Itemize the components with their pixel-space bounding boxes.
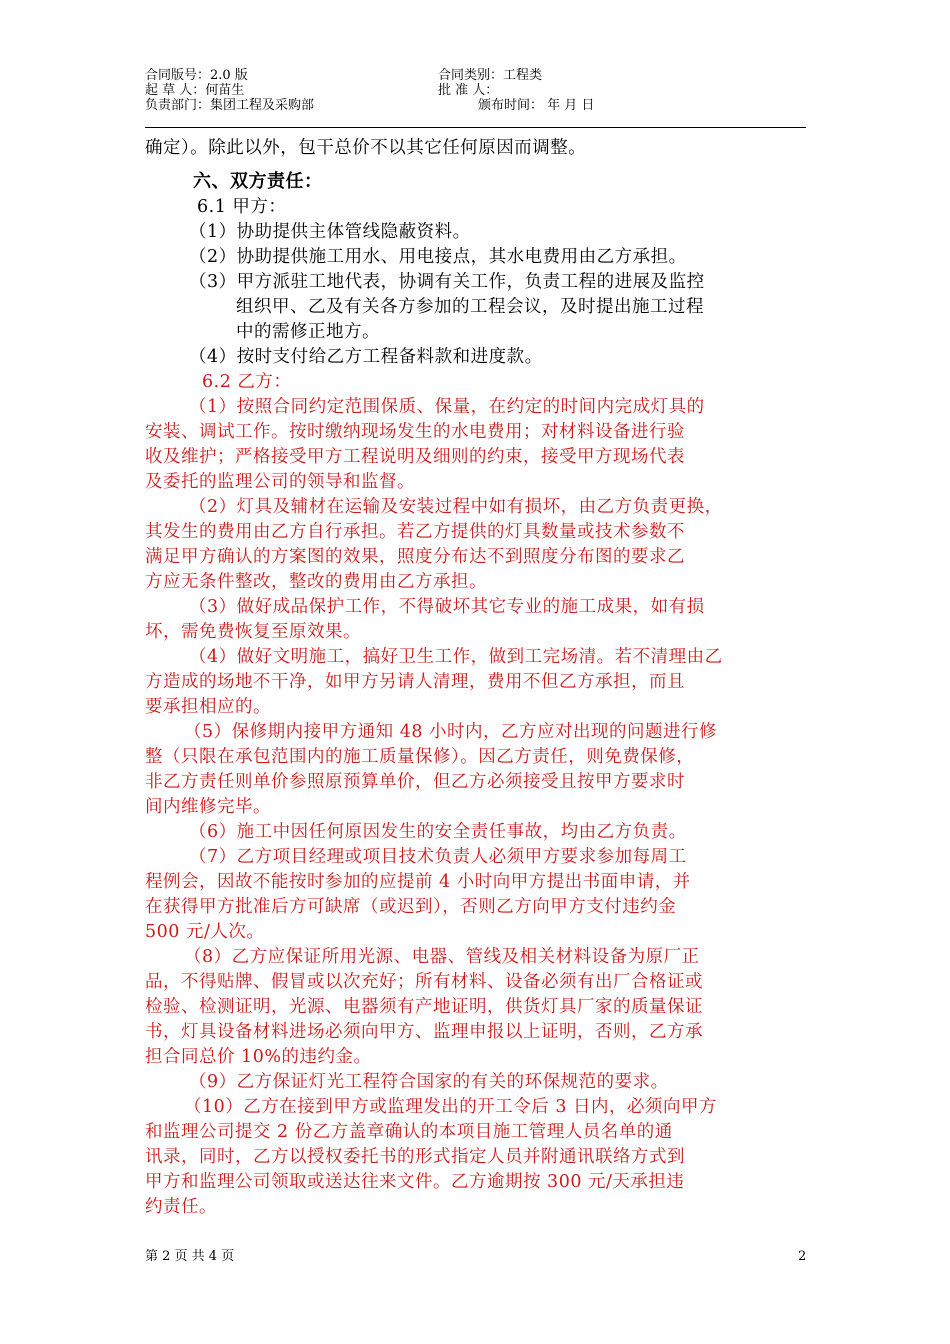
- body-line: 要承担相应的。: [145, 697, 271, 717]
- body-line: 品，不得贴牌、假冒或以次充好；所有材料、设备必须有出厂合格证或: [145, 972, 703, 992]
- body-line: （3）做好成品保护工作，不得破坏其它专业的施工成果，如有损: [189, 597, 705, 617]
- body-line: 和监理公司提交 2 份乙方盖章确认的本项目施工管理人员名单的通: [145, 1122, 673, 1142]
- body-line: （4）做好文明施工，搞好卫生工作，做到工完场清。若不清理由乙: [189, 647, 723, 667]
- section-heading: 六、双方责任：: [193, 171, 323, 192]
- body-line: 中的需修正地方。: [236, 322, 380, 342]
- body-line: 确定）。除此以外，包干总价不以其它任何原因而调整。: [145, 138, 587, 158]
- body-line: （7）乙方项目经理或项目技术负责人必须甲方要求参加每周工: [189, 847, 687, 867]
- body-line: 方造成的场地不干净，如甲方另请人清理，费用不但乙方承担，而且: [145, 672, 685, 692]
- body-line: 组织甲、乙及有关各方参加的工程会议，及时提出施工过程: [236, 297, 704, 317]
- body-line: 担合同总价 10%的违约金。: [145, 1047, 372, 1067]
- body-line: 及委托的监理公司的领导和监督。: [145, 472, 415, 492]
- body-line: 整（只限在承包范围内的施工质量保修）。因乙方责任，则免费保修，: [145, 747, 695, 767]
- body-line: 安装、调试工作。按时缴纳现场发生的水电费用；对材料设备进行验: [145, 422, 685, 442]
- page-number: 2: [798, 1249, 807, 1264]
- body-line: （1）按照合同约定范围保质、保量，在约定的时间内完成灯具的: [189, 397, 705, 417]
- body-line: （4）按时支付给乙方工程备料款和进度款。: [189, 347, 543, 367]
- body-line: （1）协助提供主体管线隐蔽资料。: [189, 222, 471, 242]
- contract-category: 合同类别：工程类: [438, 68, 543, 83]
- body-line: 检验、检测证明，光源、电器须有产地证明，供货灯具厂家的质量保证: [145, 997, 703, 1017]
- department: 负责部门：集团工程及采购部: [145, 98, 315, 113]
- subsection-title: 6.1 甲方：: [197, 197, 287, 217]
- body-line: 在获得甲方批准后方可缺席（或迟到），否则乙方向甲方支付违约金: [145, 897, 677, 917]
- body-line: 书，灯具设备材料进场必须向甲方、监理申报以上证明，否则，乙方承: [145, 1022, 703, 1042]
- page-info: 第 2 页 共 4 页: [145, 1249, 235, 1264]
- contract-version: 合同版号：2.0 版: [145, 68, 248, 83]
- body-line: （2）协助提供施工用水、用电接点，其水电费用由乙方承担。: [189, 247, 687, 267]
- body-line: 其发生的费用由乙方自行承担。若乙方提供的灯具数量或技术参数不: [145, 522, 685, 542]
- body-line: （10）乙方在接到甲方或监理发出的开工令后 3 日内，必须向甲方: [184, 1097, 718, 1117]
- body-line: 非乙方责任则单价参照原预算单价，但乙方必须接受且按甲方要求时: [145, 772, 685, 792]
- body-line: 间内维修完毕。: [145, 797, 271, 817]
- body-line: 程例会，因故不能按时参加的应提前 4 小时向甲方提出书面申请，并: [145, 872, 691, 892]
- body-line: 坏，需免费恢复至原效果。: [145, 622, 361, 642]
- body-line: （6）施工中因任何原因发生的安全责任事故，均由乙方负责。: [189, 822, 687, 842]
- body-line: 约责任。: [145, 1197, 217, 1217]
- drafter: 起 草 人：何苗生: [145, 83, 245, 98]
- body-line: 满足甲方确认的方案图的效果，照度分布达不到照度分布图的要求乙: [145, 547, 685, 567]
- body-line: （5）保修期内接甲方通知 48 小时内，乙方应对出现的问题进行修: [184, 722, 718, 742]
- body-line: 方应无条件整改，整改的费用由乙方承担。: [145, 572, 487, 592]
- body-line: （9）乙方保证灯光工程符合国家的有关的环保规范的要求。: [189, 1072, 669, 1092]
- body-line: 甲方和监理公司领取或送达往来文件。乙方逾期按 300 元/天承担违: [145, 1172, 685, 1192]
- header-rule: [145, 127, 806, 128]
- subsection-title: 6.2 乙方：: [202, 372, 292, 392]
- body-line: （8）乙方应保证所用光源、电器、管线及相关材料设备为原厂正: [184, 947, 700, 967]
- body-line: （3）甲方派驻工地代表，协调有关工作，负责工程的进展及监控: [189, 272, 705, 292]
- body-line: （2）灯具及辅材在运输及安装过程中如有损坏，由乙方负责更换，: [189, 497, 723, 517]
- approver: 批 准 人：: [438, 83, 499, 98]
- body-line: 收及维护；严格接受甲方工程说明及细则的约束，接受甲方现场代表: [145, 447, 685, 467]
- body-line: 讯录，同时，乙方以授权委托书的形式指定人员并附通讯联络方式到: [145, 1147, 685, 1167]
- body-line: 500 元/人次。: [145, 922, 265, 942]
- issue-date: 颁布时间： 年 月 日: [478, 98, 595, 113]
